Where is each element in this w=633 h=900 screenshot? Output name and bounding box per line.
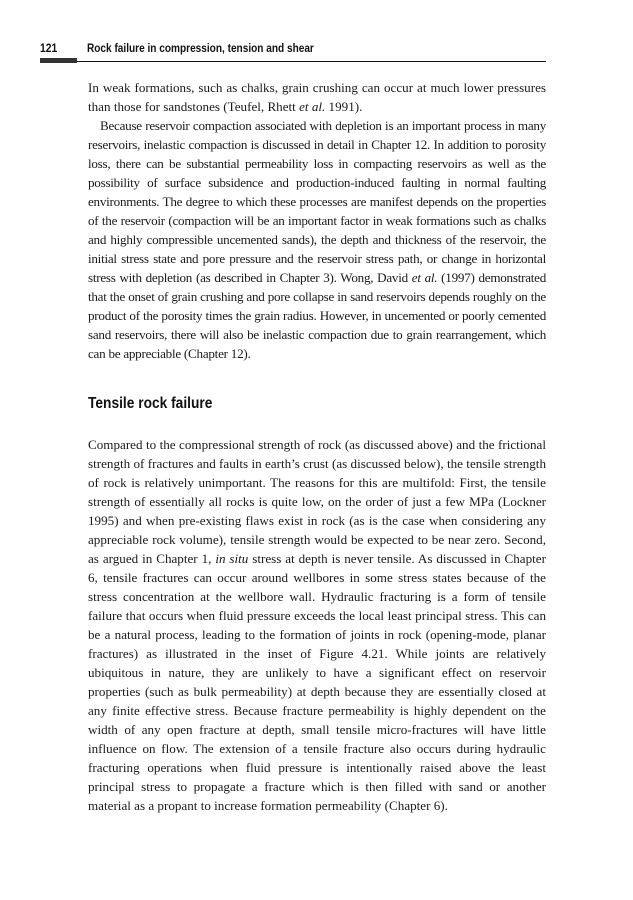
page-number: 121	[40, 41, 58, 55]
body-text	[88, 78, 546, 815]
header-rule	[40, 61, 546, 62]
running-title: Rock failure in compression, tension and shear	[87, 41, 314, 55]
paragraph-tensile-failure: Compared to the compressional strength of rock (as discussed above) and the frictional strength of fractures and faults in earth’s crust (as discussed below), the tensile strength of rock is relatively unimportant. The reasons for this are multifold: First, the tensile strength of essentially all rocks is quite low, on the order of just a few MPa (Lockner 1995) and when pre-existing flaws exist in rock (as is the case when considering any appreciable rock volume), tensile strength would be expected to be near zero. Second, as argued in Chapter 1, in situ stress at depth is never tensile. As discussed in Chapter 6, tensile fractures can occur around wellbores in some stress states because of the stress concentration at the wellbore wall. Hydraulic fracturing is a form of tensile failure that occurs when fluid pressure exceeds the local least principal stress. This can be a natural process, leading to the formation of joints in rock (opening-mode, planar fractures) as illustrated in the inset of Figure 4.21. While joints are relatively ubiquitous in nature, they are unlikely to have a significant effect on reservoir properties (such as bulk permeability) at depth because they are essentially closed at any finite effective stress. Because fracture permeability is highly dependent on the width of any open fracture at depth, small tensile micro-fractures will have little influence on flow. The extension of a tensile fracture also occurs during hydraulic fracturing operations when fluid pressure is intentionally raised above the least principal stress to propagate a fracture which is then filled with sand or another material as a propant to increase formation permeability (Chapter 6).	[88, 437, 546, 813]
paragraph-weak-formations: In weak formations, such as chalks, grain crushing can occur at much lower pressures than those for sandstones (Teufel, Rhett et al. 1991).	[88, 80, 546, 114]
running-header	[40, 40, 546, 68]
section-heading: Tensile rock failure	[88, 395, 213, 412]
paragraph-reservoir-compaction: Because reservoir compaction associated with depletion is an important process in many reservoirs, inelastic compaction is discussed in detail in Chapter 12. In addition to porosity loss, there can be substantial permeability loss in compacting reservoirs as well as the possibility of surface subsidence and production-induced faulting in normal faulting environments. The degree to which these processes are manifest depends on the properties of the reservoir (compaction will be an important factor in weak formations such as chalks and highly compressible uncemented sands), the depth and thickness of the reservoir, the initial stress state and pore pressure and the reservoir stress path, or change in horizontal stress with depletion (as described in Chapter 3). Wong, David et al. (1997) demonstrated that the onset of grain crushing and pore collapse in sand reservoirs depends roughly on the product of the porosity times the grain radius. However, in uncemented or poorly cemented sand reservoirs, there will also be inelastic compaction due to grain rearrangement, which can be appreciable (Chapter 12).	[88, 118, 546, 361]
header-rule-accent	[40, 58, 77, 63]
